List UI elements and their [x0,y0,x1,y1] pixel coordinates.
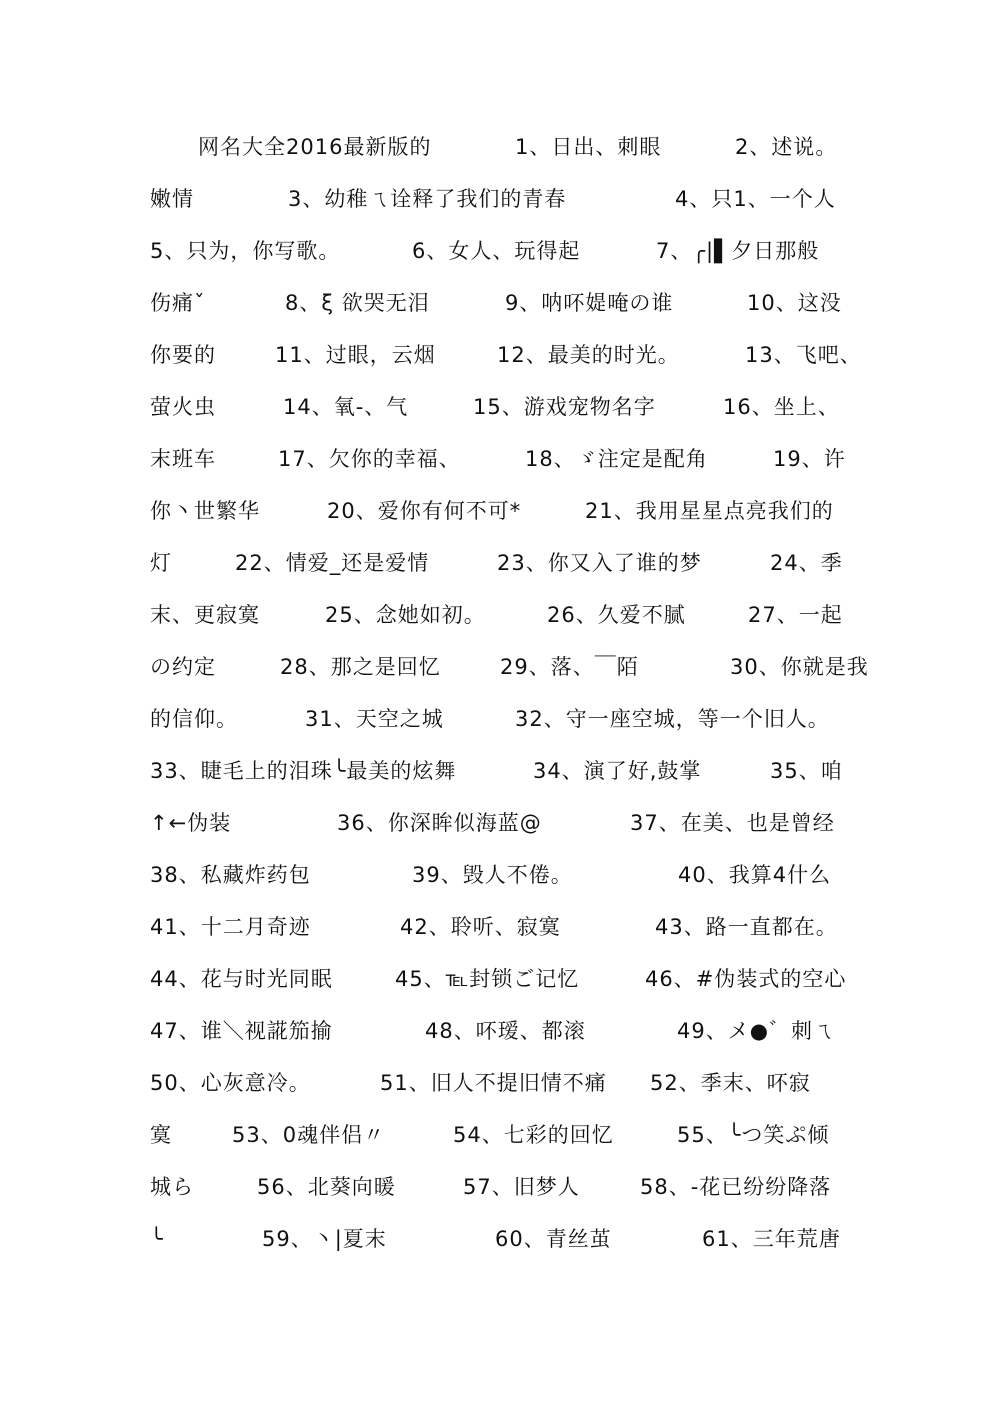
nickname-entry: 24、季 [770,551,843,575]
nickname-entry: 43、路一直都在。 [655,915,838,939]
nickname-entry: ↑←伪装 [150,811,232,835]
nickname-entry: 42、聆听、寂寞 [400,915,561,939]
nickname-entry: 1、日出、刺眼 [515,135,662,159]
nickname-entry: 21、我用星星点亮我们的 [585,499,834,523]
nickname-entry: 23、你又入了谁的梦 [497,551,702,575]
text-line [150,901,850,953]
nickname-entry: 57、旧梦人 [463,1175,580,1199]
nickname-entry: 10、这没 [747,291,842,315]
nickname-entry: 14、氧-、气 [283,395,409,419]
text-line [150,849,850,901]
nickname-entry: 末班车 [150,447,216,471]
nickname-entry: 2、述说。 [735,135,838,159]
nickname-entry: 26、久爱不腻 [547,603,686,627]
nickname-entry: 寞 [150,1123,172,1147]
nickname-entry: 37、在美、也是曾经 [630,811,835,835]
text-line [150,1109,850,1161]
nickname-entry: 47、谁＼视誮笳揄 [150,1019,333,1043]
nickname-entry: 59、丶|夏末 [262,1227,387,1251]
nickname-entry: 7、╭|▌夕日那般 [656,239,820,263]
nickname-entry: 28、那之是回忆 [280,655,441,679]
nickname-entry: 13、飞吧、 [745,343,862,367]
nickname-entry: 伤痛ˇ [150,291,206,315]
text-line [150,485,850,537]
nickname-entry: 22、情爱_还是爱情 [235,551,430,575]
nickname-entry: 15、游戏宠物名字 [473,395,656,419]
text-line [150,121,850,173]
nickname-entry: 萤火虫 [150,395,216,419]
nickname-entry: 25、念她如初。 [325,603,486,627]
nickname-entry: 44、花与时光同眠 [150,967,333,991]
nickname-entry: 20、爱你有何不可* [327,499,522,523]
nickname-entry: 你丶世繁华 [150,499,260,523]
text-line [150,225,850,277]
nickname-entry: 49、メ●゛刺ㄟ [677,1019,836,1043]
nickname-entry: 30、你就是我 [730,655,869,679]
nickname-entry: 58、-花已纷纷降落 [640,1175,832,1199]
nickname-entry: 38、私藏炸药包 [150,863,311,887]
nickname-entry: 灯 [150,551,172,575]
nickname-entry: 城ら [150,1175,194,1199]
text-line [150,797,850,849]
text-line [150,1005,850,1057]
nickname-entry: 45、℡封锁ご记忆 [395,967,580,991]
nickname-entry: 你要的 [150,343,216,367]
nickname-entry: 的信仰。 [150,707,238,731]
nickname-entry: 56、北葵向暖 [257,1175,396,1199]
document-body [150,121,869,1265]
nickname-entry: 61、三年荒唐 [702,1227,841,1251]
nickname-entry: ╰ [150,1227,164,1251]
nickname-entry: 48、吥瑷、都滚 [425,1019,586,1043]
nickname-entry: 嫩情 [150,187,194,211]
nickname-entry: 27、一起 [748,603,843,627]
nickname-entry: 6、女人、玩得起 [412,239,581,263]
text-line [150,433,850,485]
nickname-entry: 17、欠你的幸福、 [278,447,461,471]
nickname-entry: 11、过眼，云烟 [275,343,436,367]
text-line [150,1161,850,1213]
text-line [150,953,850,1005]
nickname-entry: 55、╰つ笑ぷ倾 [677,1123,830,1147]
nickname-entry: の约定 [150,655,216,679]
text-line [150,1057,850,1109]
nickname-entry: 50、心灰意冷。 [150,1071,311,1095]
nickname-entry: 4、只1、一个人 [675,187,836,211]
text-line [150,693,850,745]
nickname-entry: 5、只为，你写歌。 [150,239,341,263]
nickname-entry: 35、咱 [770,759,843,783]
text-line [150,1213,850,1265]
nickname-entry: 9、呐吥媞唵の谁 [505,291,674,315]
nickname-entry: 32、守一座空城，等一个旧人。 [515,707,830,731]
nickname-entry: 12、最美的时光。 [497,343,680,367]
nickname-entry: 51、旧人不提旧情不痛 [380,1071,607,1095]
text-line [150,173,850,225]
nickname-entry: 52、季末、吥寂 [650,1071,811,1095]
nickname-entry: 60、青丝茧 [495,1227,612,1251]
nickname-entry: 29、落、￣陌 [500,655,639,679]
nickname-entry: 3、幼稚ㄟ诠释了我们的青春 [288,187,567,211]
nickname-entry: 39、毁人不倦。 [412,863,573,887]
nickname-entry: 33、睫毛上的泪珠╰最美的炫舞 [150,759,457,783]
text-line [150,745,850,797]
text-line [150,381,850,433]
nickname-entry: 网名大全2016最新版的 [198,135,432,159]
nickname-entry: 34、演了好,鼓掌 [533,759,702,783]
nickname-entry: 31、天空之城 [305,707,444,731]
nickname-entry: 54、七彩的回忆 [453,1123,614,1147]
nickname-entry: 40、我算4什么 [678,863,832,887]
nickname-entry: 末、更寂寞 [150,603,260,627]
nickname-entry: 41、十二月奇迹 [150,915,311,939]
nickname-entry: 46、#伪装式的空心 [645,967,847,991]
text-line [150,641,869,693]
nickname-entry: 19、许 [773,447,846,471]
nickname-entry: 53、0魂伴侣〃 [232,1123,386,1147]
nickname-entry: 8、ξ 欲哭无泪 [285,291,430,315]
text-line [150,589,850,641]
text-line [150,537,850,589]
text-line [150,329,862,381]
text-line [150,277,850,329]
nickname-entry: 16、坐上、 [723,395,840,419]
nickname-entry: 36、你深眸似海蓝@ [337,811,542,835]
nickname-entry: 18、ゞ注定是配角 [525,447,708,471]
